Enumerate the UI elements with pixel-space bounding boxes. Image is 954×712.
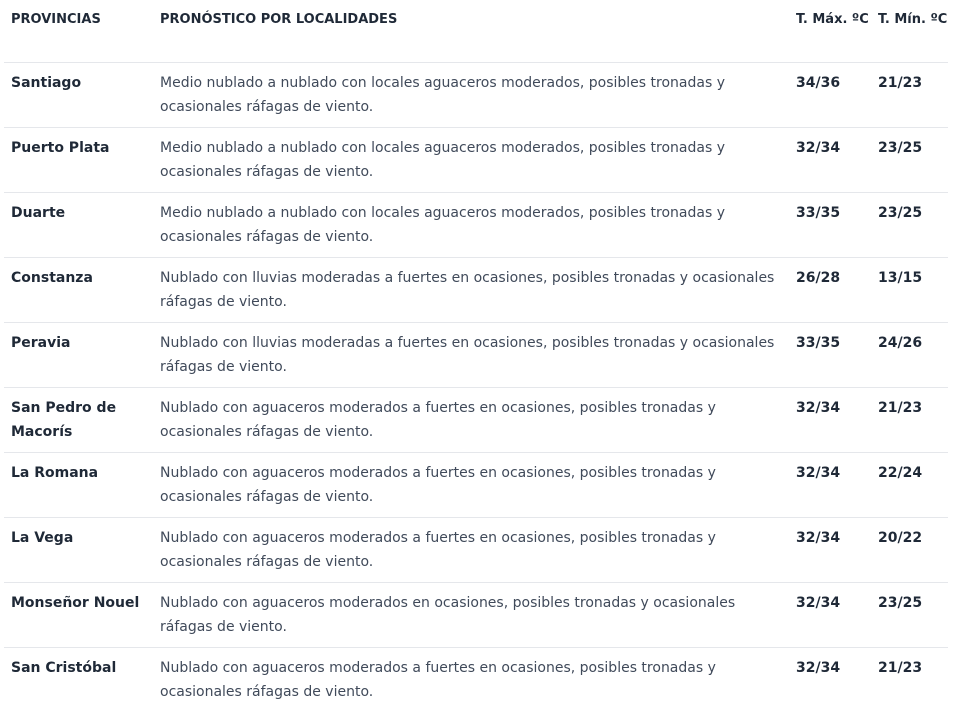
tmax-cell: 32/34: [789, 452, 871, 517]
forecast-text: Medio nublado a nublado con locales aguaceros moderados, posibles tronadas y ocasionales ráfagas de viento.: [160, 139, 725, 180]
header-forecast: PRONÓSTICO POR LOCALIDADES: [153, 0, 789, 62]
forecast-cell: [153, 192, 789, 257]
tmin-cell: 23/25: [871, 192, 948, 257]
forecast-text: Medio nublado a nublado con locales aguaceros moderados, posibles tronadas y ocasionales ráfagas de viento.: [160, 204, 725, 245]
forecast-cell: [153, 452, 789, 517]
table-header: [4, 0, 948, 62]
forecast-text: Nublado con aguaceros moderados en ocasiones, posibles tronadas y ocasionales ráfagas de viento.: [160, 594, 736, 635]
province-cell: Puerto Plata: [4, 127, 153, 192]
tmax-cell: 34/36: [789, 62, 871, 127]
forecast-cell: [153, 127, 789, 192]
forecast-cell: [153, 647, 789, 712]
forecast-cell: [153, 387, 789, 452]
table-row: [4, 322, 948, 387]
province-cell: Monseñor Nouel: [4, 582, 153, 647]
tmin-cell: 21/23: [878, 659, 923, 676]
table-row: [4, 127, 948, 192]
table-row: [4, 582, 948, 647]
tmin-cell: 24/26: [871, 322, 948, 387]
tmin-cell: 21/23: [871, 387, 948, 452]
forecast-text: Nublado con lluvias moderadas a fuertes en ocasiones, posibles tronadas y ocasionales ráfagas de viento.: [160, 334, 775, 375]
table-body: [4, 62, 948, 712]
forecast-text: Nublado con aguaceros moderados a fuertes en ocasiones, posibles tronadas y ocasionales ráfagas de viento.: [160, 529, 716, 570]
table-row: [4, 62, 948, 127]
tmin-cell: 23/25: [871, 127, 948, 192]
forecast-table: [4, 0, 948, 712]
province-cell: Duarte: [4, 192, 153, 257]
province-cell: San Pedro de Macorís: [4, 387, 153, 452]
tmax-cell: 32/34: [789, 127, 871, 192]
tmin-cell: 13/15: [871, 257, 948, 322]
tmax-cell: 32/34: [789, 387, 871, 452]
forecast-text: Nublado con aguaceros moderados a fuertes en ocasiones, posibles tronadas y ocasionales ráfagas de viento.: [160, 399, 716, 440]
header-tmin: T. Mín. ºC: [871, 0, 948, 62]
header-row: [4, 0, 948, 62]
tmin-cell: 20/22: [871, 517, 948, 582]
tmax-cell: 33/35: [789, 322, 871, 387]
tmax-cell: 32/34: [789, 582, 871, 647]
table-row: [4, 192, 948, 257]
province-cell: La Vega: [4, 517, 153, 582]
tmax-cell: 26/28: [789, 257, 871, 322]
province-cell: San Cristóbal: [11, 659, 117, 676]
forecast-text: Nublado con lluvias moderadas a fuertes en ocasiones, posibles tronadas y ocasionales ráfagas de viento.: [160, 269, 775, 310]
header-tmax: T. Máx. ºC: [789, 0, 871, 62]
table-row: [4, 647, 948, 712]
tmax-cell: 33/35: [789, 192, 871, 257]
forecast-cell: [153, 582, 789, 647]
tmin-cell: 22/24: [871, 452, 948, 517]
province-cell: La Romana: [4, 452, 153, 517]
forecast-text: Nublado con aguaceros moderados a fuertes en ocasiones, posibles tronadas y ocasionales ráfagas de viento.: [160, 464, 716, 505]
forecast-cell: [153, 322, 789, 387]
header-provinces: PROVINCIAS: [4, 0, 153, 62]
forecast-cell: [153, 517, 789, 582]
forecast-cell: [153, 62, 789, 127]
table-row: [4, 257, 948, 322]
table-row: [4, 452, 948, 517]
forecast-text: Medio nublado a nublado con locales aguaceros moderados, posibles tronadas y ocasionales ráfagas de viento.: [160, 74, 725, 115]
forecast-cell: [153, 257, 789, 322]
province-cell: Constanza: [4, 257, 153, 322]
tmin-cell: 23/25: [871, 582, 948, 647]
forecast-text: Nublado con aguaceros moderados a fuertes en ocasiones, posibles tronadas y ocasionales ráfagas de viento.: [160, 659, 716, 700]
table-row: [4, 517, 948, 582]
province-cell: Peravia: [4, 322, 153, 387]
tmax-cell: 32/34: [796, 659, 841, 676]
tmin-cell: 21/23: [871, 62, 948, 127]
table-row: [4, 387, 948, 452]
tmax-cell: 32/34: [789, 517, 871, 582]
province-cell: Santiago: [4, 62, 153, 127]
